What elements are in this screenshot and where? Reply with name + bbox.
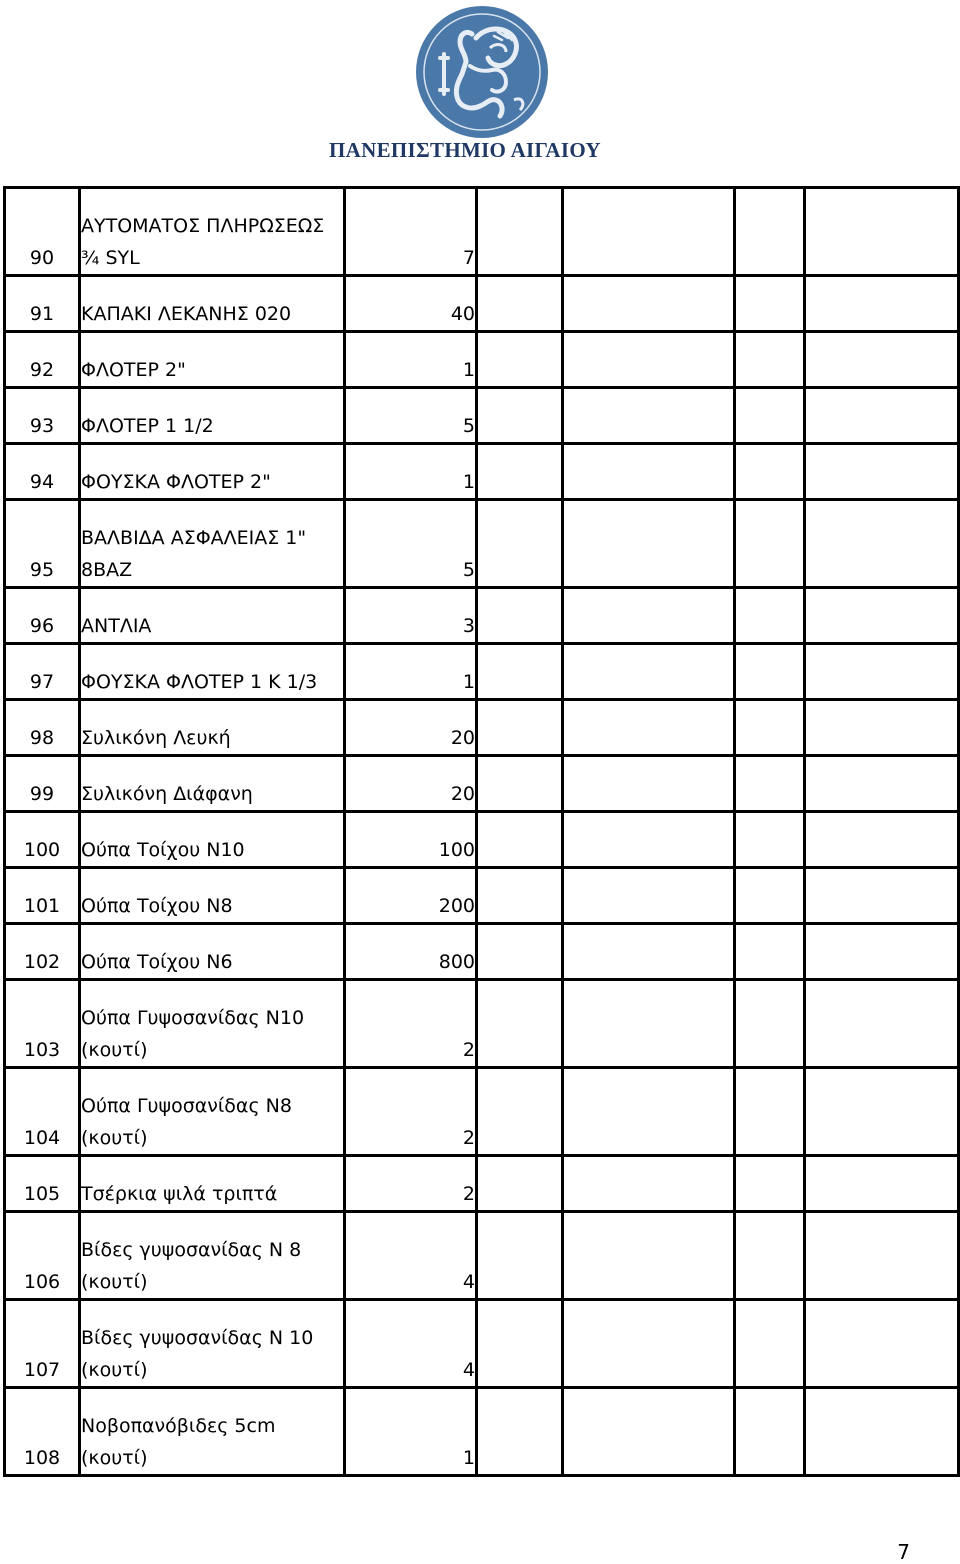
- empty-cell: [805, 1388, 959, 1476]
- empty-cell: [477, 980, 563, 1068]
- description-line: ¾ SYL: [81, 247, 140, 269]
- item-description: [80, 500, 345, 588]
- item-quantity: 7: [345, 188, 477, 276]
- table-row: [5, 332, 959, 388]
- row-number: 102: [5, 924, 80, 980]
- description-line: Νοβοπανόβιδες 5cm: [81, 1415, 276, 1437]
- empty-cell: [477, 1388, 563, 1476]
- table-row: [5, 868, 959, 924]
- item-description: [80, 388, 345, 444]
- item-quantity: 2: [345, 1156, 477, 1212]
- item-description: [80, 1300, 345, 1388]
- empty-cell: [563, 1212, 735, 1300]
- item-description: [80, 980, 345, 1068]
- item-description: [80, 332, 345, 388]
- description-line: Ούπα Τοίχου Ν10: [81, 839, 245, 861]
- description-line: Βίδες γυψοσανίδας Ν 10: [81, 1327, 314, 1349]
- empty-cell: [805, 980, 959, 1068]
- table-row: [5, 812, 959, 868]
- row-number: 101: [5, 868, 80, 924]
- table-row: [5, 1156, 959, 1212]
- description-line: (κουτί): [81, 1127, 148, 1149]
- item-quantity: 5: [345, 388, 477, 444]
- empty-cell: [805, 644, 959, 700]
- empty-cell: [563, 812, 735, 868]
- row-number: 104: [5, 1068, 80, 1156]
- empty-cell: [735, 1300, 805, 1388]
- empty-cell: [805, 1300, 959, 1388]
- item-quantity: 20: [345, 700, 477, 756]
- item-description: [80, 756, 345, 812]
- empty-cell: [477, 644, 563, 700]
- row-number: 100: [5, 812, 80, 868]
- item-quantity: 2: [345, 1068, 477, 1156]
- empty-cell: [735, 188, 805, 276]
- row-number: 92: [5, 332, 80, 388]
- item-quantity: 20: [345, 756, 477, 812]
- empty-cell: [563, 980, 735, 1068]
- row-number: 96: [5, 588, 80, 644]
- table-row: [5, 444, 959, 500]
- row-number: 97: [5, 644, 80, 700]
- empty-cell: [735, 756, 805, 812]
- empty-cell: [805, 1068, 959, 1156]
- description-line: Ούπα Γυψοσανίδας Ν8: [81, 1095, 292, 1117]
- empty-cell: [735, 332, 805, 388]
- empty-cell: [805, 1156, 959, 1212]
- description-line: ΦΛΟΤΕΡ 2": [81, 359, 186, 381]
- table-row: [5, 588, 959, 644]
- row-number: 105: [5, 1156, 80, 1212]
- items-table: [3, 186, 960, 1477]
- empty-cell: [735, 644, 805, 700]
- empty-cell: [477, 388, 563, 444]
- empty-cell: [805, 868, 959, 924]
- item-description: [80, 1068, 345, 1156]
- item-quantity: 800: [345, 924, 477, 980]
- university-name: ΠΑΝΕΠΙΣΤΗΜΙΟ ΑΙΓΑΙΟΥ: [329, 138, 601, 162]
- empty-cell: [563, 188, 735, 276]
- item-quantity: 3: [345, 588, 477, 644]
- empty-cell: [735, 924, 805, 980]
- item-description: [80, 868, 345, 924]
- description-line: (κουτί): [81, 1039, 148, 1061]
- table-row: [5, 276, 959, 332]
- item-quantity: 4: [345, 1212, 477, 1300]
- description-line: Συλικόνη Διάφανη: [81, 783, 253, 805]
- table-row: [5, 1212, 959, 1300]
- table-row: [5, 644, 959, 700]
- empty-cell: [735, 444, 805, 500]
- empty-cell: [735, 868, 805, 924]
- empty-cell: [477, 588, 563, 644]
- row-number: 107: [5, 1300, 80, 1388]
- item-description: [80, 1212, 345, 1300]
- description-line: (κουτί): [81, 1271, 148, 1293]
- description-line: ΑΥΤΟΜΑΤΟΣ ΠΛΗΡΩΣΕΩΣ: [81, 215, 325, 237]
- empty-cell: [477, 1156, 563, 1212]
- empty-cell: [805, 388, 959, 444]
- table-row: [5, 500, 959, 588]
- empty-cell: [735, 276, 805, 332]
- item-quantity: 2: [345, 980, 477, 1068]
- table-row: [5, 1068, 959, 1156]
- empty-cell: [735, 812, 805, 868]
- item-quantity: 1: [345, 444, 477, 500]
- empty-cell: [477, 1300, 563, 1388]
- item-description: [80, 1156, 345, 1212]
- empty-cell: [477, 924, 563, 980]
- empty-cell: [477, 500, 563, 588]
- empty-cell: [805, 500, 959, 588]
- empty-cell: [735, 388, 805, 444]
- empty-cell: [563, 924, 735, 980]
- empty-cell: [563, 756, 735, 812]
- row-number: 99: [5, 756, 80, 812]
- empty-cell: [805, 332, 959, 388]
- empty-cell: [563, 1388, 735, 1476]
- description-line: ΒΑΛΒΙΔΑ ΑΣΦΑΛΕΙΑΣ 1": [81, 527, 307, 549]
- empty-cell: [477, 868, 563, 924]
- description-line: Ούπα Τοίχου Ν6: [81, 951, 233, 973]
- empty-cell: [805, 1212, 959, 1300]
- empty-cell: [563, 444, 735, 500]
- empty-cell: [805, 588, 959, 644]
- description-line: (κουτί): [81, 1359, 148, 1381]
- empty-cell: [477, 812, 563, 868]
- description-line: Ούπα Τοίχου Ν8: [81, 895, 233, 917]
- empty-cell: [563, 332, 735, 388]
- empty-cell: [477, 1212, 563, 1300]
- description-line: 8ΒΑΖ: [81, 559, 133, 581]
- empty-cell: [563, 868, 735, 924]
- row-number: 90: [5, 188, 80, 276]
- row-number: 95: [5, 500, 80, 588]
- empty-cell: [563, 644, 735, 700]
- row-number: 91: [5, 276, 80, 332]
- item-description: [80, 276, 345, 332]
- description-line: ΦΟΥΣΚΑ ΦΛΟΤΕΡ 2": [81, 471, 271, 493]
- row-number: 106: [5, 1212, 80, 1300]
- empty-cell: [477, 700, 563, 756]
- empty-cell: [735, 500, 805, 588]
- empty-cell: [735, 1068, 805, 1156]
- item-description: [80, 1388, 345, 1476]
- item-quantity: 100: [345, 812, 477, 868]
- empty-cell: [805, 444, 959, 500]
- item-quantity: 200: [345, 868, 477, 924]
- empty-cell: [477, 332, 563, 388]
- empty-cell: [477, 756, 563, 812]
- empty-cell: [735, 588, 805, 644]
- empty-cell: [735, 1156, 805, 1212]
- row-number: 94: [5, 444, 80, 500]
- table-row: [5, 980, 959, 1068]
- row-number: 103: [5, 980, 80, 1068]
- empty-cell: [805, 756, 959, 812]
- description-line: ΦΛΟΤΕΡ 1 1/2: [81, 415, 214, 437]
- empty-cell: [735, 1212, 805, 1300]
- item-description: [80, 588, 345, 644]
- row-number: 98: [5, 700, 80, 756]
- empty-cell: [563, 1068, 735, 1156]
- row-number: 108: [5, 1388, 80, 1476]
- empty-cell: [805, 924, 959, 980]
- description-line: Τσέρκια ψιλά τριπτά: [81, 1183, 278, 1205]
- item-description: [80, 188, 345, 276]
- empty-cell: [563, 388, 735, 444]
- empty-cell: [563, 276, 735, 332]
- table-row: [5, 188, 959, 276]
- table-row: [5, 1388, 959, 1476]
- description-line: Ούπα Γυψοσανίδας Ν10: [81, 1007, 305, 1029]
- description-line: ΦΟΥΣΚΑ ΦΛΟΤΕΡ 1 Κ 1/3: [81, 671, 318, 693]
- table-row: [5, 1300, 959, 1388]
- empty-cell: [477, 444, 563, 500]
- row-number: 93: [5, 388, 80, 444]
- description-line: (κουτί): [81, 1447, 148, 1469]
- item-description: [80, 444, 345, 500]
- description-line: ΚΑΠΑΚΙ ΛΕΚΑΝΗΣ 020: [81, 303, 292, 325]
- empty-cell: [563, 1156, 735, 1212]
- description-line: ΑΝΤΛΙΑ: [81, 615, 152, 637]
- empty-cell: [563, 588, 735, 644]
- empty-cell: [563, 500, 735, 588]
- table-row: [5, 388, 959, 444]
- table-row: [5, 924, 959, 980]
- item-quantity: 1: [345, 1388, 477, 1476]
- table-row: [5, 700, 959, 756]
- empty-cell: [477, 188, 563, 276]
- item-quantity: 1: [345, 332, 477, 388]
- empty-cell: [563, 1300, 735, 1388]
- item-description: [80, 644, 345, 700]
- item-description: [80, 924, 345, 980]
- empty-cell: [805, 188, 959, 276]
- empty-cell: [477, 276, 563, 332]
- item-quantity: 4: [345, 1300, 477, 1388]
- item-quantity: 40: [345, 276, 477, 332]
- item-quantity: 1: [345, 644, 477, 700]
- empty-cell: [805, 700, 959, 756]
- empty-cell: [735, 1388, 805, 1476]
- university-seal-icon: [414, 4, 550, 140]
- item-description: [80, 812, 345, 868]
- empty-cell: [805, 276, 959, 332]
- page-header: [0, 0, 960, 170]
- description-line: Συλικόνη Λευκή: [81, 727, 231, 749]
- empty-cell: [805, 812, 959, 868]
- item-quantity: 5: [345, 500, 477, 588]
- empty-cell: [735, 980, 805, 1068]
- item-description: [80, 700, 345, 756]
- empty-cell: [735, 700, 805, 756]
- description-line: Βίδες γυψοσανίδας Ν 8: [81, 1239, 302, 1261]
- empty-cell: [477, 1068, 563, 1156]
- table-row: [5, 756, 959, 812]
- empty-cell: [563, 700, 735, 756]
- page-number: 7: [897, 1540, 910, 1564]
